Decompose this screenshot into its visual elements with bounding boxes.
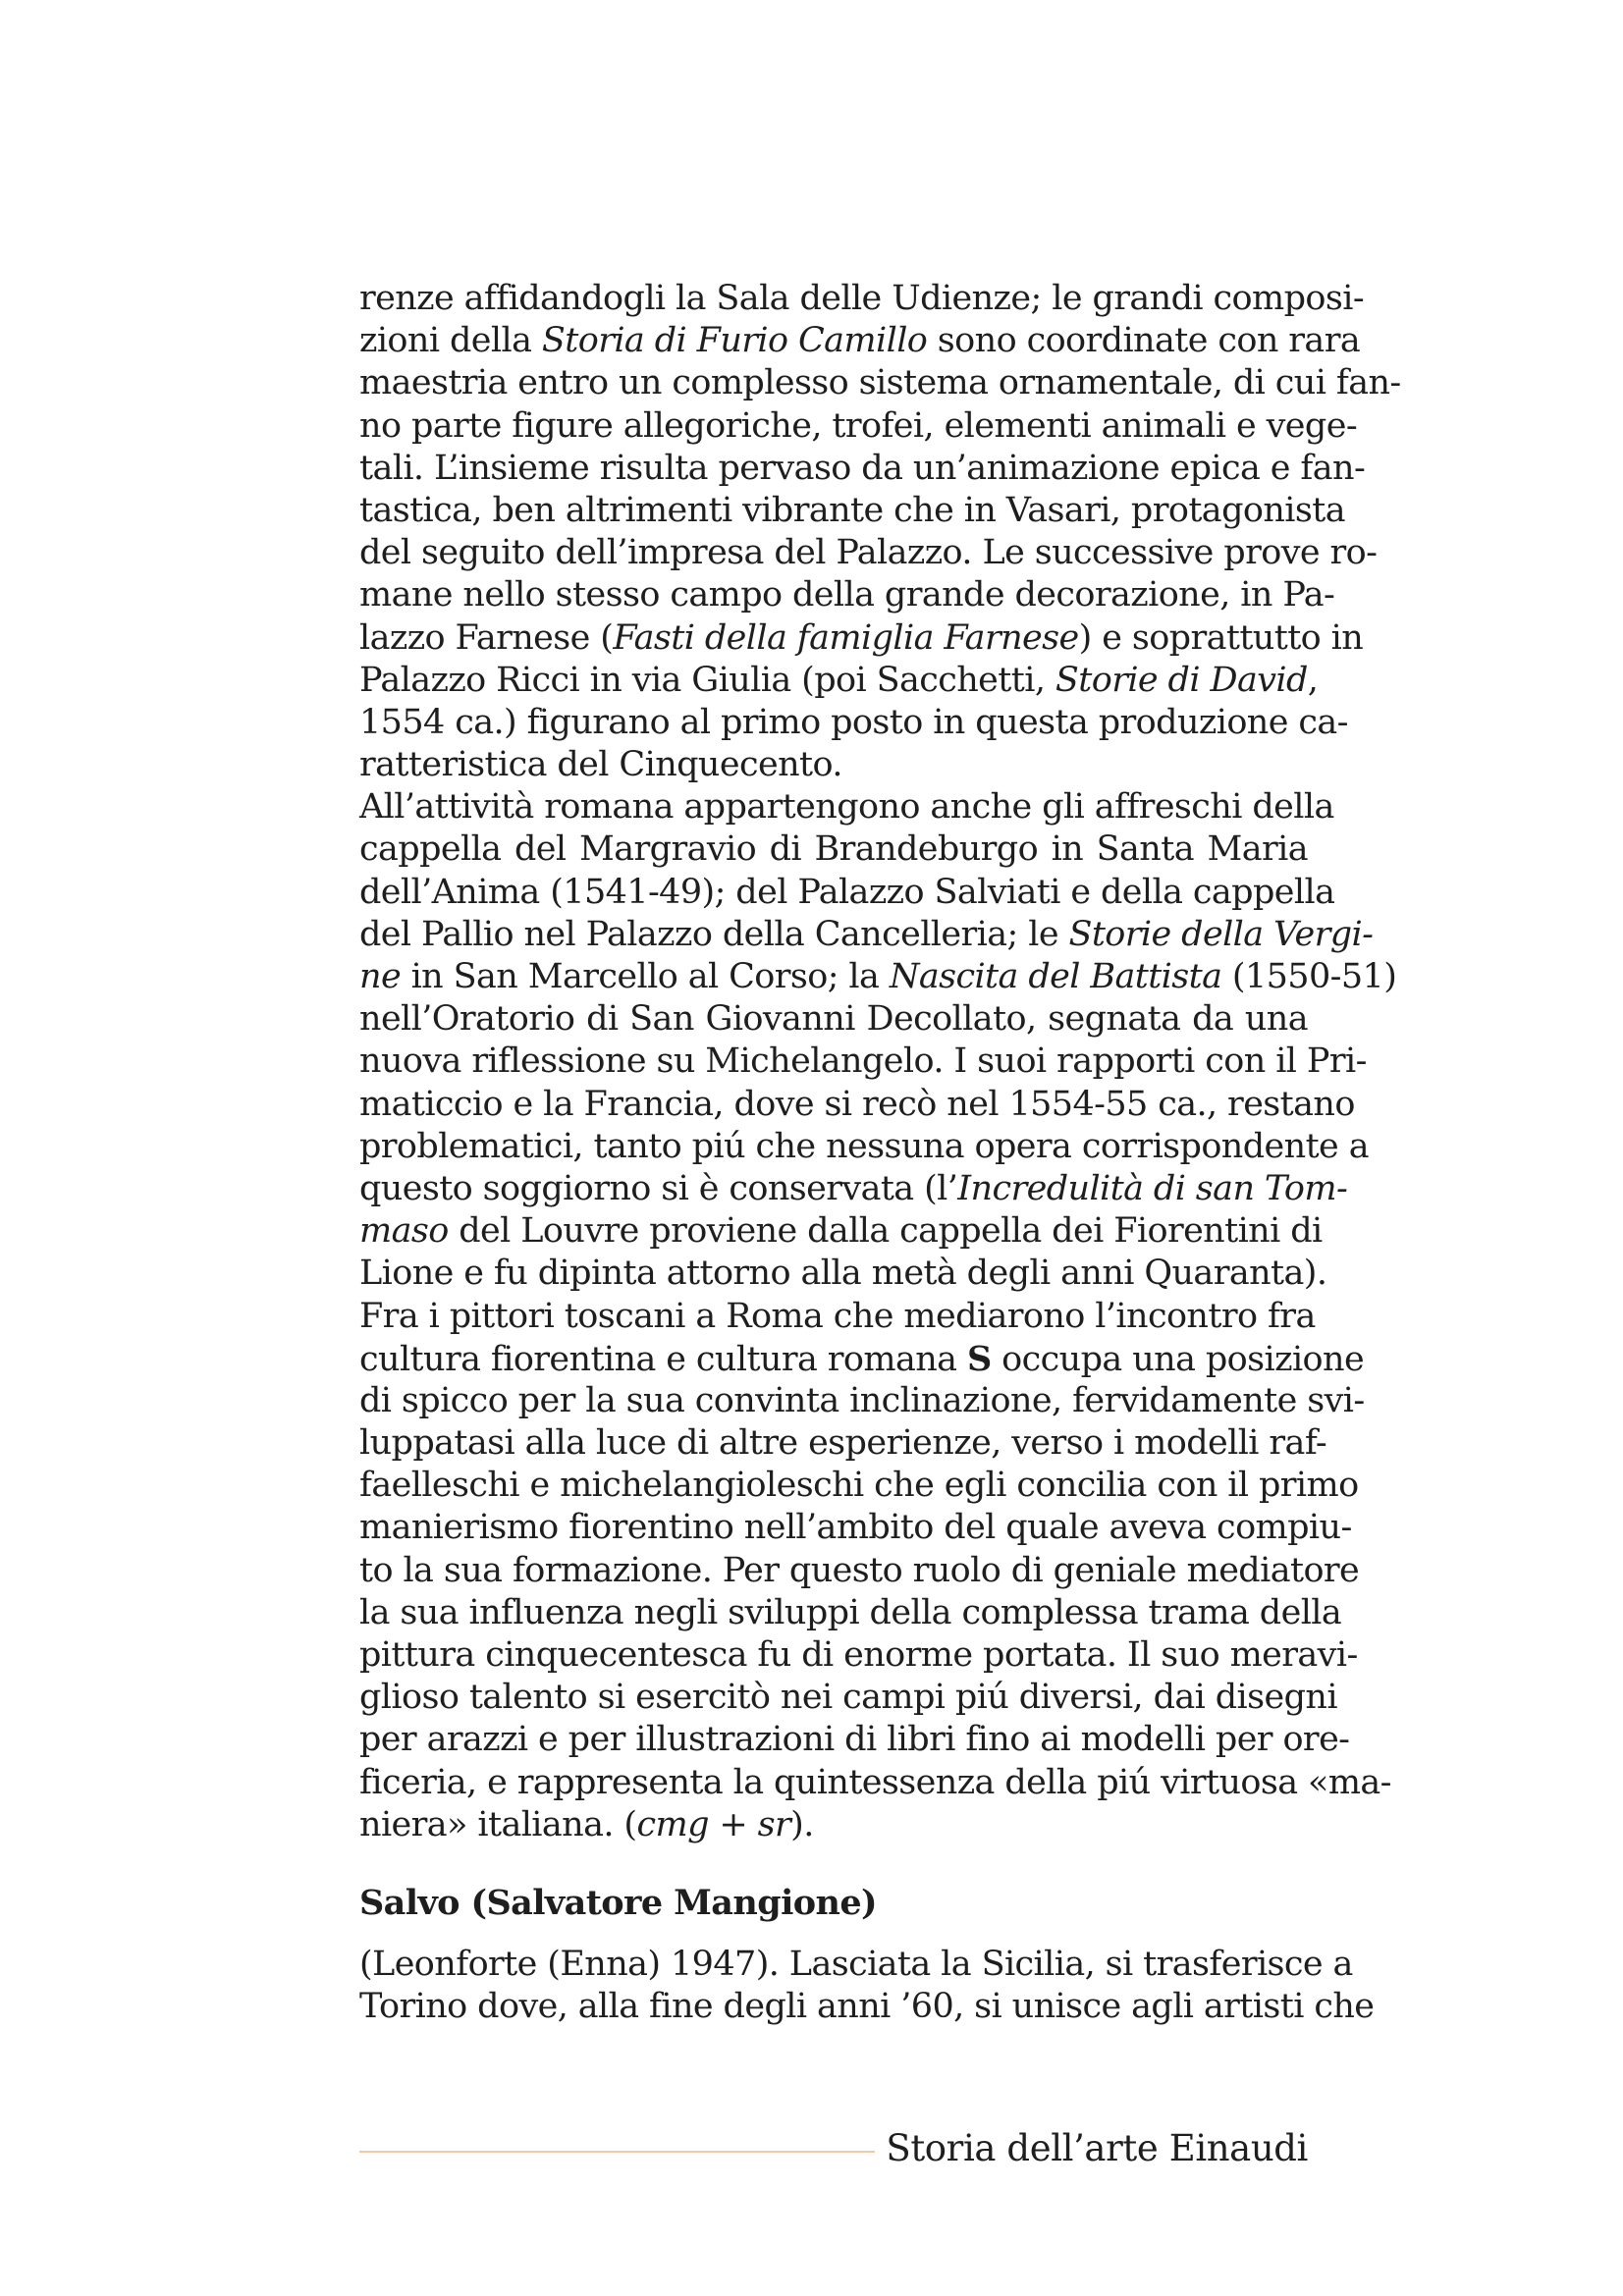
text-line	[359, 1296, 1316, 1338]
text-span: (Leonforte (Enna) 1947). Lasciata la Sicilia, si trasferisce a	[359, 1945, 1353, 1984]
text-span: ,	[1307, 660, 1319, 700]
entry-heading: Salvo (Salvatore Mangione)	[359, 1883, 878, 1923]
text-line	[359, 956, 1397, 998]
text-span: Torino dove, alla fine degli anni ’60, si unisce agli artisti che	[359, 1987, 1375, 2027]
text-line	[359, 320, 1361, 362]
text-line	[359, 1253, 1327, 1295]
footer-publisher: Storia dell’arte Einaudi	[886, 2127, 1308, 2169]
text-span: del seguito dell’impresa del Palazzo. Le successive prove ro-	[359, 533, 1378, 573]
text-line	[359, 1168, 1348, 1210]
text-span: no parte figure allegoriche, trofei, elementi animali e vege-	[359, 405, 1358, 446]
text-line	[359, 1592, 1342, 1634]
text-line	[359, 660, 1319, 702]
text-span: ficeria, e rappresenta la quintessenza della piú virtuosa «ma-	[359, 1762, 1391, 1802]
italic-span: ne	[359, 957, 402, 996]
text-span: per arazzi e per illustrazioni di libri fino ai modelli per ore-	[359, 1720, 1350, 1760]
text-span: pittura cinquecentesca fu di enorme portata. Il suo meravi-	[359, 1635, 1358, 1675]
text-span: faelleschi e michelangioleschi che egli concilia con il primo	[359, 1466, 1359, 1506]
text-span: di spicco per la sua convinta inclinazione, fervidamente svi-	[359, 1380, 1365, 1420]
text-line	[359, 574, 1335, 616]
text-span: dell’Anima (1541-49); del Palazzo Salviati e della cappella	[359, 872, 1335, 912]
text-line	[359, 362, 1401, 404]
text-span: niera» italiana. (	[359, 1804, 637, 1844]
text-span: renze affidandogli la Sala delle Udienze; le grandi composi-	[359, 279, 1365, 318]
text-span: cappella del Margravio di Brandeburgo in Santa Maria	[359, 829, 1308, 870]
text-span: occupa una posizione	[991, 1339, 1365, 1379]
text-line	[359, 278, 1365, 320]
text-span: Lione e fu dipinta attorno alla metà degli anni Quaranta).	[359, 1254, 1327, 1294]
footer-rule	[359, 2151, 875, 2153]
text-span: nell’Oratorio di San Giovanni Decollato, segnata da una	[359, 999, 1308, 1040]
text-span: tali. L’insieme risulta pervaso da un’animazione epica e fan-	[359, 448, 1366, 488]
text-line	[359, 786, 1334, 828]
bold-span: S	[966, 1338, 992, 1379]
text-span: problematici, tanto piú che nessuna opera corrispondente a	[359, 1126, 1369, 1166]
text-span: (1550-51)	[1221, 957, 1397, 996]
entry-body	[359, 1944, 1375, 2028]
text-line	[359, 405, 1358, 448]
text-line	[359, 1338, 1365, 1380]
text-span: manierismo fiorentino nell’ambito del quale aveva compiu-	[359, 1508, 1352, 1548]
text-span: maestria entro un complesso sistema ornamentale, di cui fan-	[359, 363, 1401, 403]
text-line	[359, 744, 1308, 786]
text-line	[359, 1507, 1352, 1549]
text-line	[359, 1677, 1337, 1719]
text-line	[359, 617, 1364, 660]
text-line	[359, 1762, 1391, 1804]
text-line	[359, 1944, 1353, 1986]
italic-span: Nascita del Battista	[889, 957, 1222, 996]
text-span: luppatasi alla luce di altre esperienze, verso i modelli raf-	[359, 1423, 1327, 1464]
text-span: Fra i pittori toscani a Roma che mediarono l’incontro fra	[359, 1296, 1316, 1336]
text-line	[359, 1719, 1350, 1761]
text-span: Palazzo Ricci in via Giulia (poi Sacchetti,	[359, 660, 1055, 700]
text-line	[359, 1041, 1367, 1083]
text-line	[359, 1126, 1369, 1168]
text-span: ) e soprattutto in	[1078, 617, 1364, 658]
text-span: All’attività romana appartengono anche gli affreschi della	[359, 787, 1334, 828]
text-span: del Pallio nel Palazzo della Cancelleria; le	[359, 914, 1069, 954]
text-span: glioso talento si esercitò nei campi piú diversi, dai disegni	[359, 1678, 1337, 1718]
text-line	[359, 828, 1308, 871]
text-span: del Louvre proviene dalla cappella dei Fiorentini di	[448, 1211, 1323, 1252]
text-line	[359, 1550, 1360, 1592]
text-span: tastica, ben altrimenti vibrante che in Vasari, protagonista	[359, 490, 1345, 530]
text-line	[359, 1210, 1323, 1253]
text-span: cultura fiorentina e cultura romana	[359, 1339, 967, 1379]
text-line	[359, 1465, 1359, 1507]
text-line	[359, 1380, 1365, 1422]
text-span: zioni della	[359, 321, 542, 361]
text-span: ratteristica del Cinquecento.	[359, 745, 842, 785]
text-span: mane nello stesso campo della grande decorazione, in Pa-	[359, 575, 1335, 615]
text-line	[359, 998, 1308, 1041]
text-line	[359, 532, 1378, 574]
text-line	[359, 1634, 1358, 1677]
text-line	[359, 490, 1345, 532]
text-span: in San Marcello al Corso; la	[401, 957, 890, 996]
text-line	[359, 914, 1374, 956]
italic-span: maso	[359, 1211, 449, 1252]
italic-span: cmg + sr	[636, 1804, 791, 1844]
italic-span: Incredulità di san Tom-	[957, 1168, 1348, 1208]
italic-span: Storia di Furio Camillo	[541, 321, 928, 361]
text-line	[359, 702, 1348, 744]
text-line	[359, 1804, 1308, 1846]
italic-span: Storie della Vergi-	[1068, 914, 1374, 954]
text-span: to la sua formazione. Per questo ruolo di geniale mediatore	[359, 1550, 1360, 1590]
text-span: questo soggiorno si è conservata (l’	[359, 1168, 958, 1208]
text-span: 1554 ca.) figurano al primo posto in questa produzione ca-	[359, 702, 1348, 742]
article-body	[359, 278, 1401, 1846]
text-span: sono coordinate con rara	[927, 321, 1361, 361]
text-line	[359, 872, 1335, 914]
text-span: la sua influenza negli sviluppi della complessa trama della	[359, 1592, 1342, 1632]
text-span: ).	[790, 1804, 814, 1844]
text-line	[359, 1422, 1327, 1465]
text-line	[359, 1986, 1375, 2028]
text-span: lazzo Farnese (	[359, 617, 614, 658]
text-line	[359, 448, 1366, 490]
italic-span: Storie di David	[1055, 660, 1308, 700]
text-span: maticcio e la Francia, dove si recò nel 1554-55 ca., restano	[359, 1084, 1355, 1124]
italic-span: Fasti della famiglia Farnese	[613, 617, 1079, 658]
text-span: nuova riflessione su Michelangelo. I suoi rapporti con il Pri-	[359, 1041, 1367, 1082]
text-line	[359, 1084, 1355, 1126]
